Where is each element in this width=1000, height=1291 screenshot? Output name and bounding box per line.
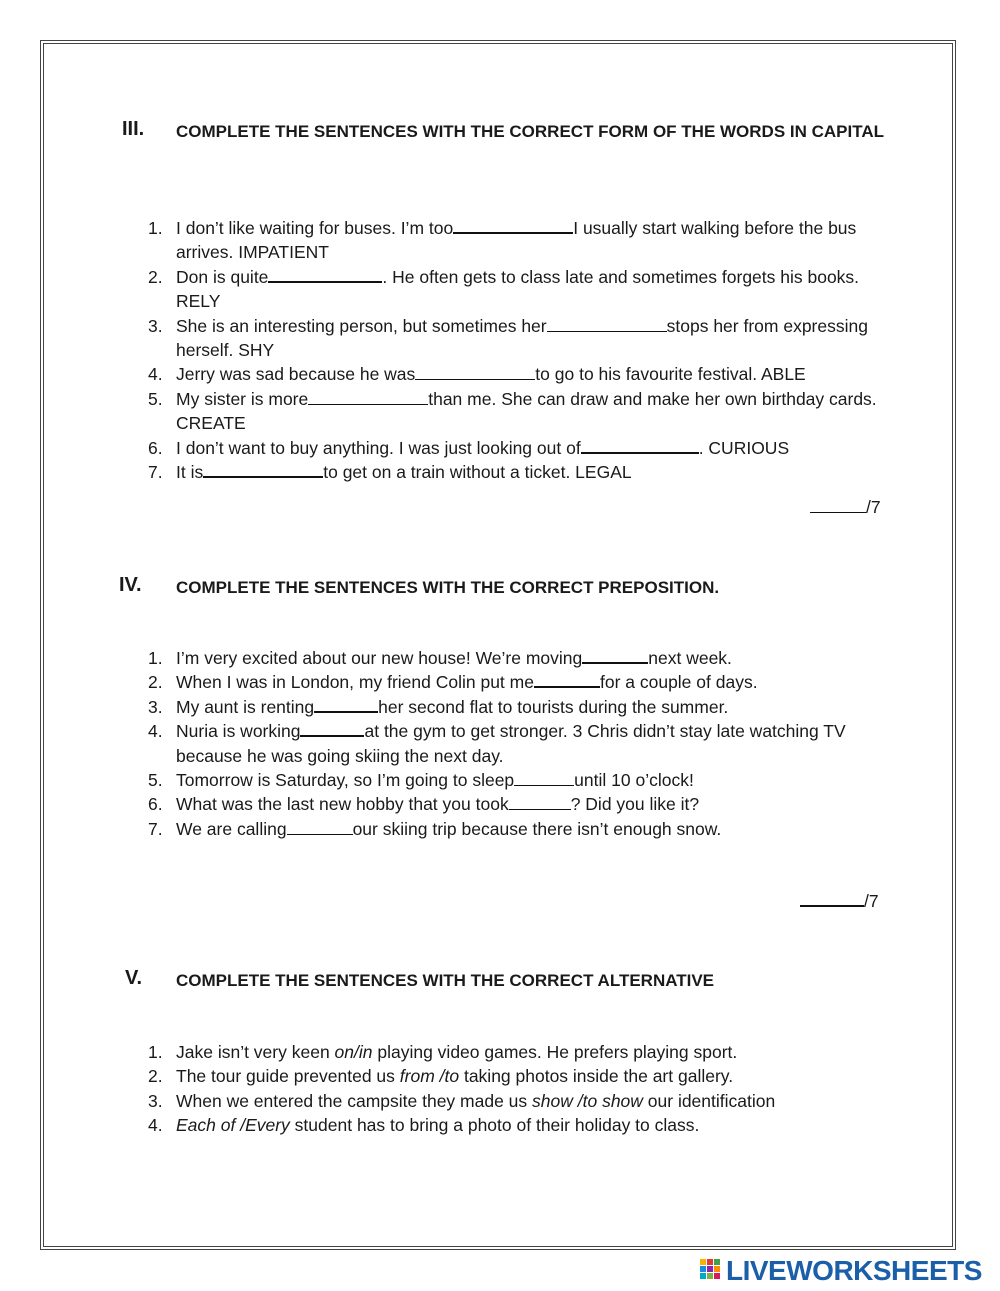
list-item: 7. We are calling our skiing trip because there isn’t enough snow. bbox=[148, 818, 722, 839]
section-5-numeral: V. bbox=[125, 967, 143, 989]
alternative-choice[interactable]: on/in bbox=[334, 1042, 373, 1062]
score-blank[interactable] bbox=[800, 891, 864, 907]
answer-blank[interactable] bbox=[314, 696, 378, 713]
answer-blank[interactable] bbox=[203, 461, 323, 478]
list-item: 6. I don’t want to buy anything. I was just looking out of . CURIOUS bbox=[148, 437, 790, 458]
answer-blank[interactable] bbox=[300, 720, 364, 737]
list-item: 3. When we entered the campsite they made us show /to show our identification bbox=[148, 1090, 776, 1111]
section-5-list bbox=[140, 1040, 880, 1138]
section-3-title: COMPLETE THE SENTENCES WITH THE CORRECT FORM OF THE WORDS IN CAPITAL bbox=[176, 122, 885, 141]
score-blank[interactable] bbox=[810, 498, 866, 513]
answer-blank[interactable] bbox=[509, 794, 571, 810]
list-item: 3. She is an interesting person, but sometimes her stops her from expressing herself. SHY bbox=[148, 315, 868, 361]
list-item: 7. It is to get on a train without a ticket. LEGAL bbox=[148, 462, 632, 483]
list-item: 2. Don is quite . He often gets to class late and sometimes forgets his books. RELY bbox=[148, 266, 860, 312]
section-5-title: COMPLETE THE SENTENCES WITH THE CORRECT ALTERNATIVE bbox=[176, 971, 715, 990]
answer-blank[interactable] bbox=[415, 364, 535, 380]
alternative-choice[interactable]: from /to bbox=[399, 1066, 460, 1087]
list-item: 4. Nuria is working at the gym to get stronger. 3 Chris didn’t stay late watching TV because he was going skiing the next day. bbox=[148, 721, 846, 766]
list-item: 5. My sister is more than me. She can draw and make her own birthday cards. CREATE bbox=[148, 388, 877, 434]
section-4-list bbox=[140, 646, 880, 841]
answer-blank[interactable] bbox=[581, 437, 699, 454]
logo-text: LIVEWORKSHEETS bbox=[726, 1255, 982, 1286]
answer-blank[interactable] bbox=[534, 671, 600, 688]
alternative-choice[interactable]: Each of /Every bbox=[176, 1115, 290, 1136]
alternative-choice[interactable]: show /to show bbox=[532, 1090, 643, 1111]
section-3-score: /7 bbox=[810, 497, 881, 518]
answer-blank[interactable] bbox=[582, 647, 648, 664]
list-item: 1. Jake isn’t very keen on/in playing video games. He prefers playing sport. bbox=[148, 1042, 738, 1062]
list-item: 1. I’m very excited about our new house! We’re moving next week. bbox=[148, 648, 732, 668]
list-item: 3. My aunt is renting her second flat to tourists during the summer. bbox=[148, 696, 729, 717]
section-3-numeral: III. bbox=[122, 118, 145, 140]
list-item: 6. What was the last new hobby that you took ? Did you like it? bbox=[148, 794, 700, 815]
list-item: 1. I don’t like waiting for buses. I’m too I usually start walking before the bus arrives. IMPATIENT bbox=[148, 218, 857, 263]
answer-blank[interactable] bbox=[514, 770, 574, 786]
logo-blocks-icon bbox=[700, 1259, 722, 1283]
answer-blank[interactable] bbox=[268, 266, 382, 283]
answer-blank[interactable] bbox=[287, 819, 353, 835]
list-item: 5. Tomorrow is Saturday, so I’m going to sleep until 10 o’clock! bbox=[148, 770, 694, 791]
list-item: 4. Jerry was sad because he was to go to his favourite festival. ABLE bbox=[148, 364, 806, 385]
list-item: 2. When I was in London, my friend Colin put me for a couple of days. bbox=[148, 672, 758, 693]
section-4-title: COMPLETE THE SENTENCES WITH THE CORRECT PREPOSITION. bbox=[176, 578, 720, 597]
list-item: 2. The tour guide prevented us from /to taking photos inside the art gallery. bbox=[148, 1066, 734, 1087]
section-3-list bbox=[140, 216, 880, 484]
section-4-numeral: IV. bbox=[119, 574, 142, 596]
section-4-score: /7 bbox=[800, 891, 879, 912]
answer-blank[interactable] bbox=[547, 316, 667, 332]
list-item: 4. Each of /Every student has to bring a photo of their holiday to class. bbox=[148, 1115, 700, 1136]
answer-blank[interactable] bbox=[453, 217, 573, 234]
answer-blank[interactable] bbox=[308, 389, 428, 405]
liveworksheets-logo bbox=[700, 1256, 982, 1286]
